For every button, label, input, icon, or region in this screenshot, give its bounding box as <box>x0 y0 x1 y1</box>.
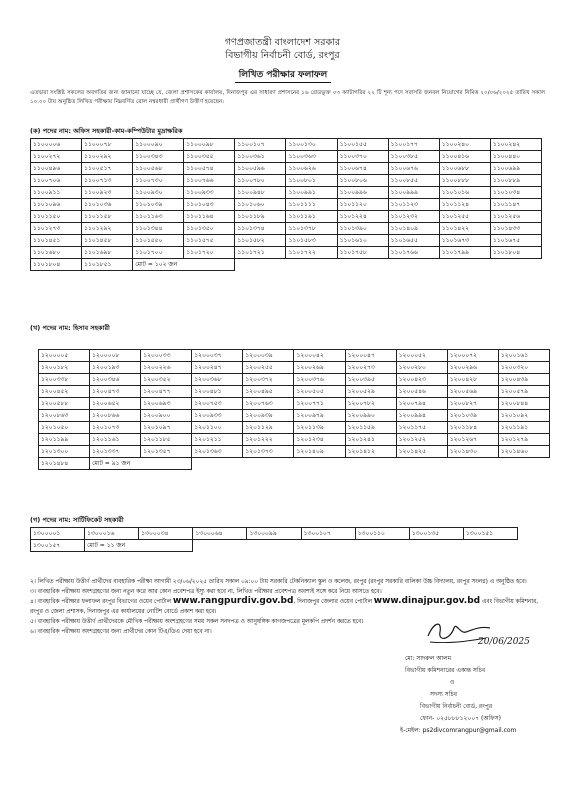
total-cell: মোট = ১১ জন <box>85 540 193 552</box>
table-cell: ১২০০০৭২ <box>447 350 498 362</box>
signature <box>420 614 530 650</box>
table-row <box>39 422 550 434</box>
table-cell: ১২০১১৯১ <box>498 422 549 434</box>
table-cell: ১২০০৫৪৬ <box>396 386 447 398</box>
table-cell: ১১০১৭২০ <box>184 247 235 259</box>
table-cell: ১১০১২৫৬ <box>490 211 541 223</box>
table-cell: ১১০০৯৯১ <box>286 187 337 199</box>
table-cell: ১১০১৬৮০ <box>31 247 82 259</box>
footer-phone: ফোন- ০২৫৮৮৮১২০০৭ (অফিস) <box>420 715 501 722</box>
table-cell: ১২০০৪৯৫ <box>243 386 294 398</box>
table-cell: ১১০১২৯২ <box>82 223 133 235</box>
table-cell: ১২০০৫৮৮ <box>39 398 90 410</box>
table-cell: ১২০০৪৩৯ <box>498 374 549 386</box>
table-cell: ১২০১৩০০ <box>39 446 90 458</box>
table-cell: ১২০০৩৫২ <box>141 374 192 386</box>
table-cell: ১১০০১৫৫ <box>337 139 388 151</box>
table-cell: ১৩০০১৫৭ <box>31 540 85 552</box>
section-a-table <box>30 138 542 271</box>
table-cell: ১২০১১৮৪ <box>447 422 498 434</box>
table-cell: ১২০১০৩৯ <box>447 410 498 422</box>
table-cell: ১২০১২৬৭ <box>447 434 498 446</box>
table-cell: ১১০১১২৪ <box>439 199 490 211</box>
table-row <box>39 350 550 362</box>
table-row <box>31 247 542 259</box>
table-cell: ১২০০০৩৯ <box>243 350 294 362</box>
table-cell: ১২০০৭৬৩ <box>243 398 294 410</box>
total-cell: মোট = ১০২ জন <box>133 259 235 271</box>
table-cell: ১১০১৪০৯ <box>388 223 439 235</box>
table-cell: ১১০০৪১৬ <box>439 151 490 163</box>
table-cell: ১১০০২৪২ <box>490 139 541 151</box>
table-cell: ১১০১৭০০ <box>133 247 184 259</box>
table-cell: ১২০০২৯৬ <box>447 362 498 374</box>
table-row <box>39 434 550 446</box>
table-cell: ১১০১০৬০ <box>235 199 286 211</box>
table-cell: ১২০১১০০ <box>192 422 243 434</box>
page-title: লিখিত পরীক্ষার ফলাফল <box>235 69 331 83</box>
section-b-label: (খ) পদের নাম: হিসাব সহকারী <box>30 324 110 332</box>
table-cell: ১২০১২৪১ <box>345 434 396 446</box>
table-cell: ১১০০৩৮৫ <box>388 151 439 163</box>
note-2: ২। লিখিত পরীক্ষায় উত্তীর্ণ প্রার্থীদের ব্যবহারিক পরীক্ষা আগামী ২৩/০৬/২০২৫ তারিখ সকাল ০৯:০০ টায় সরকারি টেকনিক্যাল স্কুল ও কলেজ, রংপুর (রংপুর সরকারি বালিকা উচ্চ বিদ্যালয়, রংপুর সংলগ্ন) এ অনুষ্ঠিত হবে। <box>30 579 527 585</box>
table-cell: ১২০১০৯২ <box>498 410 549 422</box>
table-row <box>39 410 550 422</box>
table-row <box>39 398 550 410</box>
table-cell: ১১০১৮০৪ <box>31 259 82 271</box>
table-cell: ১২০০০৩৭ <box>192 350 243 362</box>
table-row <box>39 446 550 458</box>
table-cell: ১১০০৮০৬ <box>337 175 388 187</box>
table-cell: ১১০১১১১ <box>286 199 337 211</box>
table-cell: ১১০০৬৯৯ <box>490 163 541 175</box>
table-cell: ১১০১০১৬ <box>439 187 490 199</box>
table-cell: ১১০০৫৬৮ <box>133 163 184 175</box>
table-cell: ১৩০০০৯৯ <box>247 528 301 540</box>
table-cell: ১১০১৩৯০ <box>337 223 388 235</box>
table-cell: ১২০১৩৭৩ <box>243 446 294 458</box>
table-cell: ১১০১১২৩ <box>388 199 439 211</box>
table-cell: ১১০১২৫৫ <box>439 211 490 223</box>
table-cell: ১২০০৮২৭ <box>447 398 498 410</box>
table-cell: ১২০০০৪২ <box>294 350 345 362</box>
table-cell: ১১০১৫৭৫ <box>184 235 235 247</box>
table-cell: ১৩০০০৩৪ <box>139 528 193 540</box>
header-line-2: বিভাগীয় নির্বাচনী বোর্ড, রংপুর <box>225 50 340 61</box>
table-cell: ১২০০৪৭৩ <box>90 386 141 398</box>
table-cell: ১২০০৫০৫ <box>294 386 345 398</box>
table-cell: ১২০১২৩৪ <box>294 434 345 446</box>
footer-member: সদস্য সচিব <box>430 691 457 698</box>
table-cell: ১১০১৩৪৪ <box>133 223 184 235</box>
section-b-table <box>38 349 550 470</box>
table-cell: ১১০০৯৩৩ <box>184 187 235 199</box>
table-cell: ১১০১১৬৩ <box>133 211 184 223</box>
table-cell: ১২০০৪২৩ <box>396 374 447 386</box>
table-cell: ১১০০১৩০ <box>286 139 337 151</box>
table-cell: ১১০১৭৯৯ <box>439 247 490 259</box>
table-cell: ১২০১১৩৯ <box>294 422 345 434</box>
table-cell: ১১০১১৫০ <box>31 211 82 223</box>
table-cell: ১২০১৪৬০ <box>498 446 549 458</box>
table-row-last <box>31 259 542 271</box>
table-cell: ১২০১২৭৯ <box>498 434 549 446</box>
table-cell: ১১০০৬৮৮ <box>439 163 490 175</box>
table-row <box>31 235 542 247</box>
note-4-text-a: ৪। ব্যবহারিক পরীক্ষার ফলাফল রংপুর বিভাগের ওয়েব পোর্টাল <box>30 599 172 606</box>
table-cell: ১২০১২২২ <box>243 434 294 446</box>
table-cell: ১১০১১৫৮ <box>82 211 133 223</box>
table-cell: ১২০০৪৫২ <box>39 386 90 398</box>
table-row <box>31 223 542 235</box>
table-row <box>39 374 550 386</box>
table-row <box>39 386 550 398</box>
table-cell: ১২০১১৭৫ <box>396 422 447 434</box>
table-cell: ১৩০০০০১ <box>31 528 85 540</box>
table-cell: ১২০১২১১ <box>192 434 243 446</box>
table-cell: ১১০০১৭৭ <box>388 139 439 151</box>
table-cell: ১১০০৩৫৫ <box>184 151 235 163</box>
table-cell: ১১০১৩৫০ <box>184 223 235 235</box>
table-cell: ১১০১১৪৭ <box>490 199 541 211</box>
table-cell: ১২০০২৪৭ <box>192 362 243 374</box>
table-cell: ১২০১২৫২ <box>396 434 447 446</box>
table-row <box>31 187 542 199</box>
table-cell: ১১০১০৩৯ <box>133 199 184 211</box>
table-cell: ১২০০৩৪৬ <box>90 374 141 386</box>
table-cell: ১১০১৭২১ <box>235 247 286 259</box>
table-cell: ১১০১২২৪ <box>337 211 388 223</box>
table-cell: ১২০০০৩৩ <box>141 350 192 362</box>
table-cell: ১৩০০১১০ <box>355 528 409 540</box>
table-cell: ১১০০৮৮৯ <box>490 175 541 187</box>
table-row-last <box>39 458 550 470</box>
table-cell: ১২০০৮৬৬ <box>90 410 141 422</box>
table-cell: ১২০০৮৪৪ <box>498 398 549 410</box>
table-cell: ১২০০১৯৩ <box>90 362 141 374</box>
table-cell: ১১০০৮০১ <box>286 175 337 187</box>
table-cell: ১২০০৩৭৬ <box>294 374 345 386</box>
table-cell: ১১০০৪৯৬ <box>31 163 82 175</box>
table-cell: ১২০০৩৬৮ <box>192 374 243 386</box>
section-c-table <box>30 527 518 552</box>
table-row <box>31 199 542 211</box>
table-cell: ১১০০০৭৮ <box>82 139 133 151</box>
table-cell: ১২০১০৫০ <box>39 422 90 434</box>
table-cell: ১২০০৯৯৪ <box>396 410 447 422</box>
table-row <box>31 211 542 223</box>
table-cell: ১২০০৩৭২ <box>243 374 294 386</box>
table-cell: ১১০০০৯০ <box>133 139 184 151</box>
table-cell: ১১০১২৭৩ <box>31 223 82 235</box>
table-cell: ১২০০৫৭৯ <box>498 386 549 398</box>
table-cell: ১২০০৬৯৩ <box>141 398 192 410</box>
table-cell: ১১০১৪৫৮ <box>82 235 133 247</box>
table-cell: ১১০১১২০ <box>337 199 388 211</box>
table-cell: ১৩০০০১৬ <box>85 528 139 540</box>
table-cell: ১১০১৪২২ <box>439 223 490 235</box>
table-cell: ১২০১৩৬৩ <box>192 446 243 458</box>
table-cell: ১২০১৪২৫ <box>396 446 447 458</box>
table-cell: ১১০০৩৬১ <box>235 151 286 163</box>
table-cell: ১২০০৩৩৮ <box>39 374 90 386</box>
signature-date: 20/06/2025 <box>478 637 530 647</box>
table-cell: ১১০০৭৮০ <box>235 175 286 187</box>
table-cell: ১২০১০৭৩ <box>90 422 141 434</box>
table-cell: ১২০১৪০৯ <box>294 446 345 458</box>
table-cell: ১৩০০০৬৪ <box>193 528 247 540</box>
table-cell: ১১০০৮৫৫ <box>388 175 439 187</box>
table-cell: ১১০১৩৭৪ <box>235 223 286 235</box>
table-cell: ১১০১৮০৪ <box>490 247 541 259</box>
footer-and: ও <box>450 679 455 686</box>
table-cell: ১২০০২৭৩ <box>345 362 396 374</box>
table-cell: ১১০০০৯৮ <box>184 139 235 151</box>
table-cell: ১২০১১৮৫ <box>141 434 192 446</box>
footer-board: বিভাগীয় নির্বাচনী বোর্ড, রংপুর <box>420 703 493 710</box>
table-cell: ১২০০৮৬৩ <box>39 410 90 422</box>
table-cell: ১২০১১৯৯ <box>39 434 90 446</box>
table-cell: ১২০০২৬৯ <box>294 362 345 374</box>
table-cell: ১১০১৫৮৩ <box>286 235 337 247</box>
table-cell: ১১০০৯২৩ <box>82 187 133 199</box>
table-cell: ১১০১৪৫১ <box>31 235 82 247</box>
table-cell: ১২০০৫২৯ <box>345 386 396 398</box>
table-cell: ১১০০৭৩০ <box>133 175 184 187</box>
table-cell: ১২০১০৯৭ <box>141 422 192 434</box>
section-c-label: (গ) পদের নাম: সার্টিফিকেট সহকারী <box>30 516 124 524</box>
table-cell: ১২০০৯৩৩ <box>192 410 243 422</box>
footer-email[interactable]: ই-মেইল: ps2divcomrangpur@gmail.com <box>400 727 517 734</box>
table-cell: ১১০০৯৯৯ <box>388 187 439 199</box>
table-cell: ১১০০৬৭৬ <box>388 163 439 175</box>
table-cell: ১১০০২৯২ <box>82 151 133 163</box>
table-cell: ১২০০৫৬৯ <box>447 386 498 398</box>
table-cell: ১১০১৮৫১ <box>82 259 133 271</box>
table-cell: ১১০০৫৯৬ <box>235 163 286 175</box>
table-cell: ১৩০০১০৭ <box>301 528 355 540</box>
table-cell: ১১০১৬৭৫ <box>490 235 541 247</box>
table-cell: ১১০০৯১১ <box>31 187 82 199</box>
footer-designation: বিভাগীয় কমিশনারের একান্ত সচিব <box>405 667 486 674</box>
table-cell: ১১০০৮৮৮ <box>439 175 490 187</box>
table-cell: ১২০০০০৫ <box>39 350 90 362</box>
table-cell: ১২০০৪৭৭ <box>141 386 192 398</box>
table-cell: ১২০০৭৭১ <box>294 398 345 410</box>
table-cell: ১২০০২২৬ <box>141 362 192 374</box>
table-cell: ১১০০৯৯৬ <box>337 187 388 199</box>
note-6: ৬। ব্যবহারিক পরীক্ষায় অংশগ্রহণের জন্য প্রার্থীদের কোন টিএ/ডিএ দেয়া হবে না। <box>30 628 212 635</box>
table-cell: ১২০১১৫৯ <box>345 422 396 434</box>
total-cell: মোট = ৯১ জন <box>90 458 192 470</box>
section-a-label: (ক) পদের নাম: অফিস সহকারী-কাম-কম্পিউটার মুদ্রাক্ষরিক <box>30 127 183 135</box>
intro-paragraph: এতদ্বারা সংশ্লিষ্ট সকলের অবগতির জন্য জানানো যাচ্ছে যে, জেলা প্রশাসকের কার্যালয়, দিনাজপুর এর সাধারণ প্রশাসনের ১৬ গ্রেডভুক্ত ০৩ ক্যাটাগরির ২২ টি শূন্য পদে সরাসরি জনবল নিয়োগের নিমিত্ত ২০/০৬/২০২৫ তারিখ সকাল ১০.০০ টায় অনুষ্ঠিত লিখিত পরীক্ষায় নিম্নবর্ণিত রোল নম্বরধারী প্রার্থীগণ উত্তীর্ণ হয়েছেন: <box>30 90 545 105</box>
table-cell: ১১০০৫১৭ <box>82 163 133 175</box>
table-cell: ১১০১৬৯৮ <box>82 247 133 259</box>
table-row <box>31 163 542 175</box>
table-cell: ১২০১১৬১ <box>90 434 141 446</box>
table-cell: ১২০০৯৭৯ <box>294 410 345 422</box>
table-cell: ১১০০৭১৩ <box>82 175 133 187</box>
table-cell: ১২০০৩৯৫ <box>345 374 396 386</box>
table-cell: ১২০০৭৯৪ <box>396 398 447 410</box>
table-cell: ১১০০৭০৬ <box>31 175 82 187</box>
signature-scribble <box>420 614 530 650</box>
table-cell: ১২০১১২৯ <box>243 422 294 434</box>
table-cell: ১১০০৬৭৪ <box>337 163 388 175</box>
table-cell: ১২০১৩৫৭ <box>141 446 192 458</box>
table-cell: ১১০০৩৭০ <box>337 151 388 163</box>
header-line-1: গণপ্রজাতন্ত্রী বাংলাদেশ সরকার <box>224 37 341 48</box>
table-cell: ১১০১২৩২ <box>388 211 439 223</box>
table-cell: ১২০১৪৩০ <box>447 446 498 458</box>
table-cell: ১২০০২৫৫ <box>243 362 294 374</box>
table-cell: ১১০১১৬৪ <box>184 211 235 223</box>
table-cell: ১১০১৬১০ <box>337 235 388 247</box>
table-cell: ১৩০০১৩৫ <box>409 528 463 540</box>
table-cell: ১২০০৪২৮ <box>447 374 498 386</box>
table-cell: ১১০০০০৬ <box>31 139 82 151</box>
table-cell: ১২০০০৪৭ <box>345 350 396 362</box>
table-cell: ১১০০২৭২ <box>31 151 82 163</box>
table-cell: ১১০০৩৪৩ <box>133 151 184 163</box>
table-cell: ১১০১৪৩৩ <box>490 223 541 235</box>
table-cell: ১১০১৭৬৬ <box>388 247 439 259</box>
note-4-text-b: , দিনাজপুর জেলার ওয়েব পোর্টাল <box>293 599 372 606</box>
table-cell: ১১০০৬২৬ <box>286 163 337 175</box>
table-cell: ১১০১১৮৯ <box>235 211 286 223</box>
table-cell: ১২০১৪৮৪ <box>39 458 90 470</box>
table-cell: ১১০১১৯১ <box>286 211 337 223</box>
table-cell: ১১০১০৯৬ <box>31 199 82 211</box>
table-cell: ১২০০১৮২ <box>39 362 90 374</box>
table-cell: ১২০১৩৩৭ <box>90 446 141 458</box>
table-cell: ১১০১০৪৩ <box>184 199 235 211</box>
table-row <box>31 139 542 151</box>
table-row-last <box>31 540 518 552</box>
table-cell: ১২০০০০৮ <box>90 350 141 362</box>
table-cell: ১১০০৫৭৪ <box>184 163 235 175</box>
table-cell: ১১০১৬৫৫ <box>388 235 439 247</box>
note-4-text-c: এবং বিভাগীয় কমিশনার, রংপুর ও জেলা প্রশাসক, দিনাজপুর এর কার্যালয়ের নোটিশ বোর্ডে প্রকাশ করা হবে। <box>30 599 539 616</box>
footer-name: মো: সাদরুল আলম <box>405 655 452 662</box>
rangpurdiv-link[interactable]: www.rangpurdiv.gov.bd <box>172 596 294 607</box>
table-cell: ১২০০৩২০ <box>498 362 549 374</box>
table-cell: ১২০০৪৮১ <box>192 386 243 398</box>
table-row <box>39 362 550 374</box>
table-cell: ১১০১৬৭৩ <box>439 235 490 247</box>
table-cell: ১৩০০১৫১ <box>463 528 517 540</box>
note-3: ৩। ব্যবহারিক পরীক্ষায় অংশগ্রহণের জন্য নতুন করে আর কোন প্রবেশপত্র ইস্যু করা হবে না, লিখিত পরীক্ষার প্রবেশপত্র অবশ্যই সঙ্গে করে নিয়ে আসতে হবে। <box>30 588 382 595</box>
table-cell: ১২০১৪১২ <box>345 446 396 458</box>
table-cell: ১২০০৭৮২ <box>345 398 396 410</box>
table-cell: ১১০১৭২২ <box>286 247 337 259</box>
table-cell: ১১০০৩৬৩ <box>286 151 337 163</box>
table-cell: ১১০১৩৭৮ <box>286 223 337 235</box>
table-cell: ১১০০৯৩০ <box>133 187 184 199</box>
table-cell: ১২০০০৫২ <box>396 350 447 362</box>
table-row <box>31 528 518 540</box>
note-5: ৫। ব্যবহারিক পরীক্ষায় উত্তীর্ণ প্রার্থীদেরকে মৌখিক পরীক্ষায় অংশগ্রহণের সময় সকল সনদপত্র ও আনুষঙ্গিক কাগজপত্রের মূলকপি প্রদর্শন করতে হবে। <box>30 618 364 625</box>
table-cell: ১১০০৯৪৮ <box>235 187 286 199</box>
table-row <box>31 175 542 187</box>
table-cell: ১২০০৯৩৯ <box>243 410 294 422</box>
table-cell: ১২০০৬৫২ <box>90 398 141 410</box>
table-cell: ১১০১৫৫০ <box>133 235 184 247</box>
table-cell: ১১০১৭৫৮ <box>337 247 388 259</box>
table-cell: ১১০০৪৪০ <box>490 151 541 163</box>
table-cell: ১২০০৭৫৩ <box>192 398 243 410</box>
table-cell: ১২০০৯০০ <box>141 410 192 422</box>
table-cell: ১১০০৭৬৬ <box>184 175 235 187</box>
table-cell: ১১০১০৩৪ <box>490 187 541 199</box>
table-cell: ১১০১০৩৬ <box>82 199 133 211</box>
table-cell: ১২০০২৮০ <box>396 362 447 374</box>
table-cell: ১১০১৫৮২ <box>235 235 286 247</box>
table-row <box>31 151 542 163</box>
table-cell: ১২০০৯৯০ <box>345 410 396 422</box>
dinajpur-link[interactable]: www.dinajpur.gov.bd <box>373 596 481 607</box>
table-cell: ১১০০২৪০ <box>439 139 490 151</box>
table-cell: ১১০০১০৭ <box>235 139 286 151</box>
table-cell: ১২০০১৬১ <box>498 350 549 362</box>
